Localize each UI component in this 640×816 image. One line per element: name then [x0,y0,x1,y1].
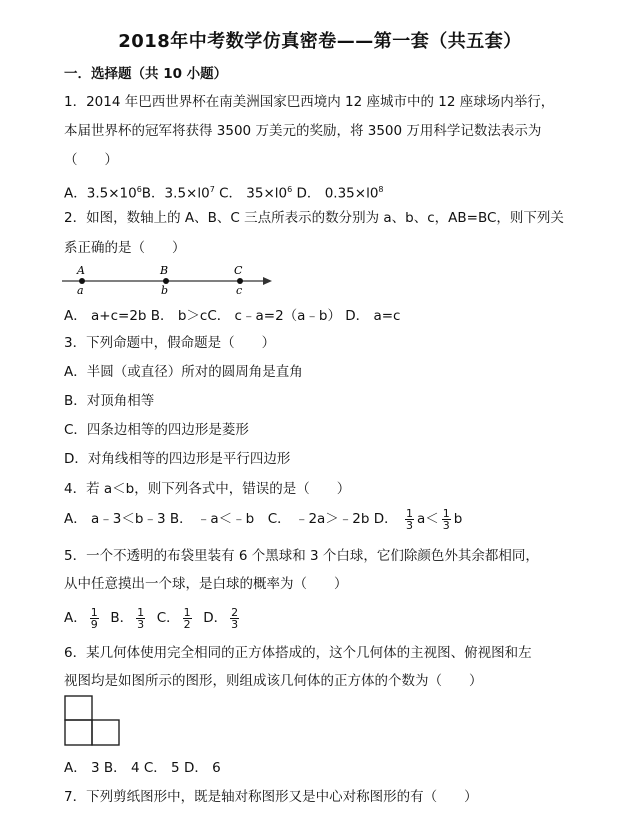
q4-mid-b: b [453,511,463,527]
point-label-A: A [77,264,85,277]
q4-frac2-num: 1 [442,506,450,520]
view-square-bottom-left [65,720,92,745]
number-line-arrow-icon [263,277,272,285]
q7-stem: 7．下列剪纸图形中，既是轴对称图形又是中心对称图形的有（ ） [64,789,478,805]
q4-fraction-1 [405,508,414,531]
q1-line1: 1．2014 年巴西世界杯在南美洲国家巴西境内 12 座城市中的 12 座球场内举行， [64,94,555,110]
q1-option-c: C． 35×l0 [214,185,288,202]
view-square-bottom-right [92,720,119,745]
q5-d-num: 2 [231,605,239,619]
q5-option-d-fraction [230,607,239,630]
q5-option-a-fraction [90,607,99,630]
view-square-top [65,696,92,720]
q6-options: A． 3 B． 4 C． 5 D． 6 [64,760,221,776]
q4-options-prefix: A． a﹣3＜b﹣3 B． ﹣a＜﹣b C． ﹣2a＞﹣2b D． [64,511,398,527]
q5-a-den: 9 [90,617,98,631]
value-label-a: a [77,284,84,297]
value-label-c: c [236,284,243,297]
q5-option-d-label: D． [203,610,228,626]
q5-a-num: 1 [90,605,98,619]
q2-options: A． a+c=2b B． b＞cC． c﹣a=2（a﹣b） D． a=c [64,308,401,324]
point-label-B: B [160,264,169,277]
q4-frac2-den: 3 [442,518,450,532]
q5-option-b-label: B． [110,610,134,626]
q4-mid-a: a＜ [416,511,439,527]
q1-option-a-exponent: 6 [136,185,142,194]
q1-option-a: A．3.5×10 [64,185,137,202]
q2-line1: 2．如图，数轴上的 A、B、C 三点所表示的数分别为 a、b、c，AB=BC，则下列关 [64,210,564,226]
q4-stem: 4．若 a＜b，则下列各式中，错误的是（ ） [64,481,351,497]
value-label-b: b [161,284,169,297]
q5-option-b-fraction [136,607,145,630]
q4-options [64,506,462,532]
cube-view-figure [64,695,124,747]
q3-option-c: C．四条边相等的四边形是菱形 [64,422,249,438]
q5-b-den: 3 [137,617,145,631]
q3-stem: 3．下列命题中，假命题是（ ） [64,335,276,351]
page-title: 2018年中考数学仿真密卷——第一套（共五套） [118,31,522,52]
q6-line1: 6．某几何体使用完全相同的正方体搭成的，这个几何体的主视图、俯视图和左 [64,645,532,661]
q4-fraction-2 [442,508,451,531]
q5-c-den: 2 [183,617,191,631]
point-label-C: C [234,264,243,277]
q1-option-d: D． 0.35×l0 [292,185,379,202]
q5-option-c-fraction [183,607,192,630]
q1-option-c-exponent: 6 [287,185,293,194]
q3-option-b: B．对顶角相等 [64,393,155,409]
q3-option-d: D．对角线相等的四边形是平行四边形 [64,451,291,467]
q5-options [64,603,242,633]
number-line-figure [60,262,280,298]
q4-frac1-num: 1 [405,506,413,520]
q5-b-num: 1 [137,605,145,619]
q5-line1: 5．一个不透明的布袋里装有 6 个黑球和 3 个白球，它们除颜色外其余都相同， [64,548,539,564]
q1-option-b-exponent: 7 [209,185,215,194]
q1-line2: 本届世界杯的冠军将获得 3500 万美元的奖励，将 3500 万用科学记数法表示为 [64,123,542,139]
q4-frac1-den: 3 [405,518,413,532]
q6-line2: 视图均是如图所示的图形，则组成该几何体的正方体的个数为（ ） [64,673,483,689]
q1-line3: （ ） [64,152,118,168]
q1-options [64,180,384,204]
q5-c-num: 1 [183,605,191,619]
q5-option-a-label: A． [64,610,87,626]
q1-option-d-exponent: 8 [378,185,384,194]
section-heading: 一．选择题（共 10 小题） [64,66,228,82]
q5-option-c-label: C． [156,610,180,626]
q2-line2: 系正确的是（ ） [64,240,186,256]
q1-option-b: B．3.5×l0 [141,185,210,202]
q5-line2: 从中任意摸出一个球，是白球的概率为（ ） [64,576,348,592]
q3-option-a: A．半圆（或直径）所对的圆周角是直角 [64,364,303,380]
q5-d-den: 3 [231,617,239,631]
